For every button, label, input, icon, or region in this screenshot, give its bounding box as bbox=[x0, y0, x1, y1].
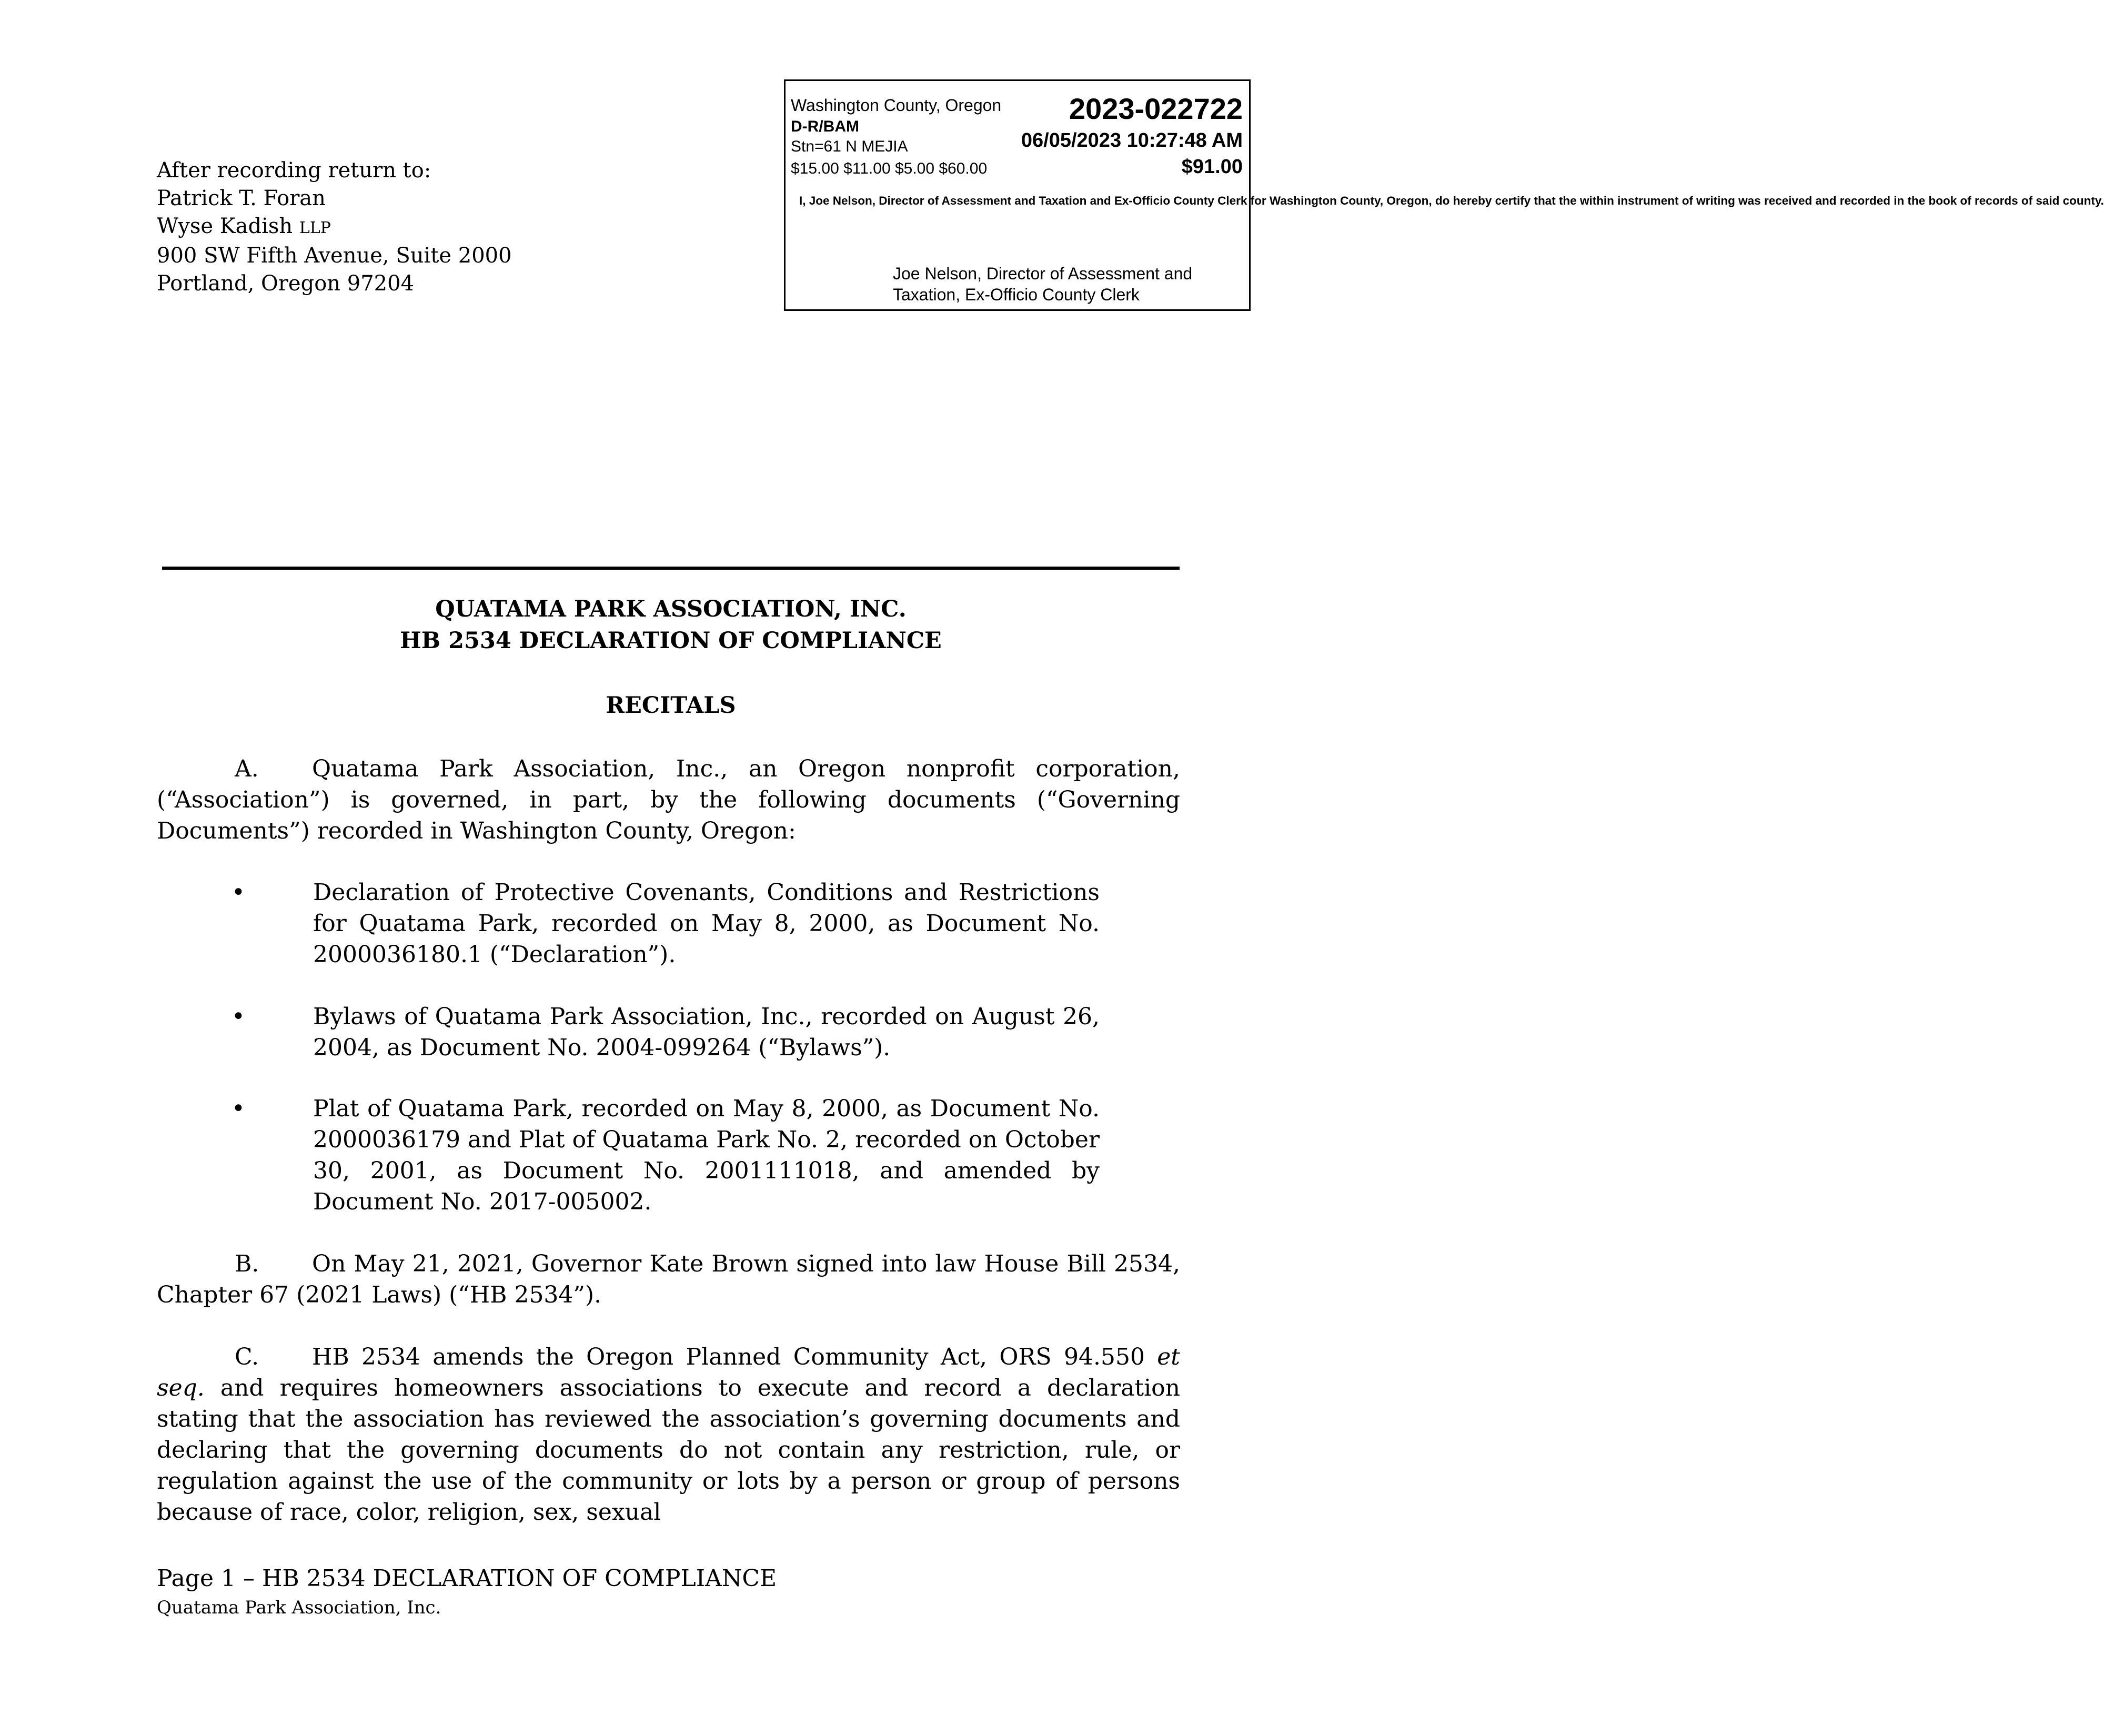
stamp-signatory bbox=[893, 263, 1240, 305]
recital-c-text-after: and requires homeowners associations to execute and record a declaration stating that the association has reviewed the association’s governing documents and declaring that the governing documents do not contain any restriction, rule, or regulation against the use of the community or lots by a person or group of persons because of race, color, religion, sex, sexual bbox=[157, 1375, 1180, 1526]
return-firm bbox=[157, 213, 512, 242]
document-title: HB 2534 DECLARATION OF COMPLIANCE bbox=[400, 628, 942, 654]
document-title-org: QUATAMA PARK ASSOCIATION, INC. bbox=[435, 596, 907, 622]
recital-c-text-before: HB 2534 amends the Oregon Planned Community Act, ORS 94.550 bbox=[312, 1344, 1157, 1370]
list-item bbox=[231, 1001, 1100, 1063]
stamp-station: Stn=61 N MEJIA bbox=[791, 138, 908, 155]
list-item-text: Plat of Quatama Park, recorded on May 8, 2000, as Document No. 2000036179 and Plat of Quatama Park No. 2, recorded on October 30, 2001, as Document No. 2001111018, and amended by Document No. 2017-005002. bbox=[313, 1095, 1100, 1215]
list-item bbox=[231, 877, 1100, 970]
stamp-total: $91.00 bbox=[1181, 156, 1243, 178]
recording-stamp bbox=[784, 79, 2104, 311]
return-firm-suffix: LLP bbox=[299, 219, 331, 237]
bullet-icon: • bbox=[231, 1095, 245, 1122]
recital-b-text: On May 21, 2021, Governor Kate Brown signed into law House Bill 2534, Chapter 67 (2021 Laws) (“HB 2534”). bbox=[157, 1250, 1180, 1308]
bullet-icon: • bbox=[231, 1003, 245, 1030]
stamp-document-number: 2023-022722 bbox=[1069, 92, 1243, 125]
recital-c-marker: C. bbox=[235, 1344, 259, 1370]
recital-a-marker: A. bbox=[235, 755, 259, 782]
return-street: 900 SW Fifth Avenue, Suite 2000 bbox=[157, 244, 512, 268]
list-item-text: Bylaws of Quatama Park Association, Inc., recorded on August 26, 2004, as Document No. 2004-099264 (“Bylaws”). bbox=[313, 1003, 1100, 1061]
list-item bbox=[231, 1093, 1100, 1217]
return-city: Portland, Oregon 97204 bbox=[157, 271, 415, 296]
recital-a bbox=[157, 753, 1180, 846]
stamp-signatory-line2: Taxation, Ex-Officio County Clerk bbox=[893, 285, 1140, 304]
stamp-code: D-R/BAM bbox=[791, 118, 859, 135]
recital-a-text: Quatama Park Association, Inc., an Oregon nonprofit corporation, (“Association”) is governed, in part, by the following documents (“Governing Documents”) recorded in Washington County, Oregon: bbox=[157, 755, 1180, 844]
stamp-datetime: 06/05/2023 10:27:48 AM bbox=[1021, 129, 1243, 152]
footer-org-line: Quatama Park Association, Inc. bbox=[157, 1597, 441, 1618]
return-firm-name: Wyse Kadish bbox=[157, 214, 299, 238]
stamp-certification: I, Joe Nelson, Director of Assessment and Taxation and Ex-Officio County Clerk for Washington County, Oregon, do hereby certify that the within instrument of writing was received and recorded in the book of records of said county. bbox=[799, 194, 2104, 207]
stamp-county: Washington County, Oregon bbox=[791, 96, 1002, 115]
recital-c bbox=[157, 1341, 1180, 1528]
list-item-text: Declaration of Protective Covenants, Conditions and Restrictions for Quatama Park, recorded on May 8, 2000, as Document No. 2000036180.1 (“Declaration”). bbox=[313, 879, 1100, 968]
return-address bbox=[157, 157, 512, 298]
stamp-fees: $15.00 $11.00 $5.00 $60.00 bbox=[791, 160, 988, 177]
bullet-icon: • bbox=[231, 879, 245, 906]
return-instruction: After recording return to: bbox=[157, 158, 431, 183]
stamp-signatory-line1: Joe Nelson, Director of Assessment and bbox=[893, 264, 1193, 283]
title-divider bbox=[162, 567, 1180, 570]
recital-b bbox=[157, 1248, 1180, 1310]
return-name: Patrick T. Foran bbox=[157, 186, 326, 210]
recital-c-text-italic: et seq. bbox=[157, 1344, 1180, 1401]
section-heading-recitals: RECITALS bbox=[606, 692, 736, 719]
recital-b-marker: B. bbox=[235, 1250, 259, 1277]
footer-page-line: Page 1 – HB 2534 DECLARATION OF COMPLIANCE bbox=[157, 1565, 777, 1592]
